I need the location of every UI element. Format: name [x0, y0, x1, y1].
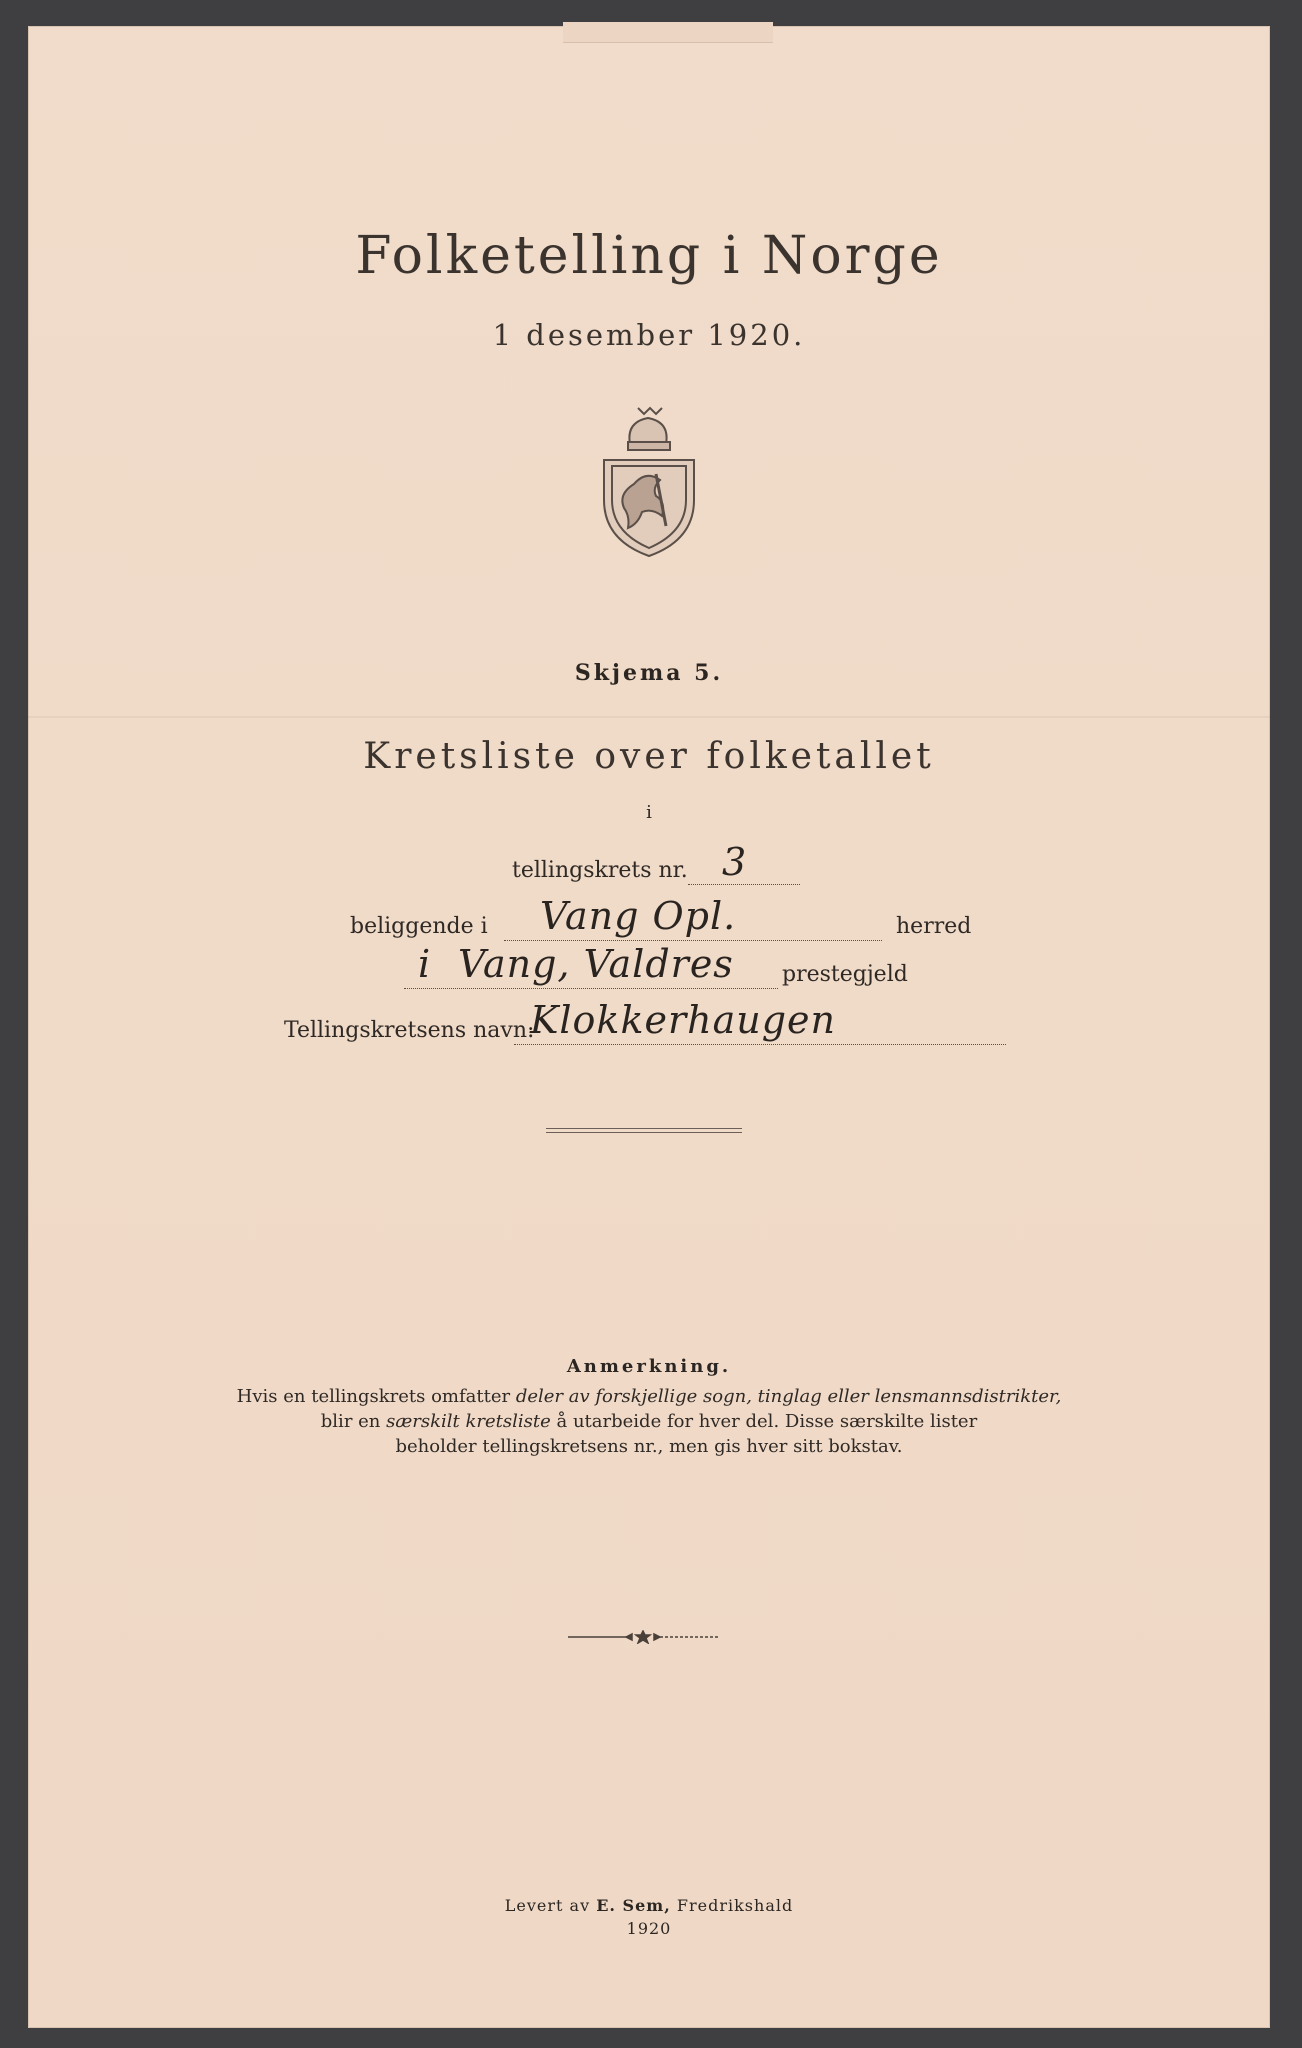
name-value: Klokkerhaugen: [530, 998, 837, 1042]
printer-credit: [28, 1894, 1270, 1940]
paper-fold: [28, 716, 1270, 718]
printer-line: [28, 1894, 1270, 1917]
located-field: [504, 894, 882, 941]
note-line-1-b: deler av forskjellige sogn, tinglag eller lensmannsdistrikter,: [515, 1386, 1062, 1407]
schema-number: Skjema 5.: [574, 660, 724, 686]
prestegjeld-label: prestegjeld: [782, 962, 908, 987]
name-field: [514, 998, 1006, 1045]
note-text: [28, 1384, 1270, 1459]
page-title: Folketelling i Norge: [355, 226, 943, 286]
district-label: tellingskrets nr.: [512, 858, 688, 883]
document-page: [28, 26, 1270, 2028]
name-label: Tellingskretsens navn:: [284, 1018, 535, 1043]
located-value: Vang Opl.: [540, 894, 737, 938]
located-label: beliggende i: [350, 914, 488, 939]
census-date: 1 desember 1920.: [492, 318, 806, 352]
paper-tab: [563, 22, 773, 43]
district-value: 3: [722, 840, 748, 884]
district-field: [688, 840, 800, 885]
parish-value: Vang, Valdres: [458, 942, 734, 986]
note-heading: Anmerkning.: [566, 1356, 732, 1377]
ornament-icon: [568, 1630, 718, 1644]
coat-of-arms-icon: [594, 404, 704, 560]
note-line-2-c: å utarbeide for hver del. Disse særskilte lister: [550, 1411, 978, 1432]
printer-year: 1920: [626, 1919, 672, 1938]
note-line-1: [28, 1384, 1270, 1409]
form-heading: Kretsliste over folketallet: [363, 736, 935, 777]
note-line-3: beholder tellingskretsens nr., men gis hver sitt bokstav.: [395, 1436, 903, 1457]
connector-text: i: [646, 802, 652, 823]
note-line-1-a: Hvis en tellingskrets omfatter: [236, 1386, 516, 1407]
note-line-2: [28, 1409, 1270, 1434]
parish-prefix: i: [418, 942, 432, 986]
printer-city: Fredrikshald: [670, 1896, 794, 1915]
parish-field: [404, 942, 778, 989]
note-line-2-b: særskilt kretsliste: [386, 1411, 551, 1432]
printer-name: E. Sem,: [596, 1896, 671, 1915]
note-line-2-a: blir en: [320, 1411, 387, 1432]
section-divider: [546, 1128, 742, 1133]
herred-label: herred: [896, 914, 972, 939]
printer-prefix: Levert av: [504, 1896, 597, 1915]
